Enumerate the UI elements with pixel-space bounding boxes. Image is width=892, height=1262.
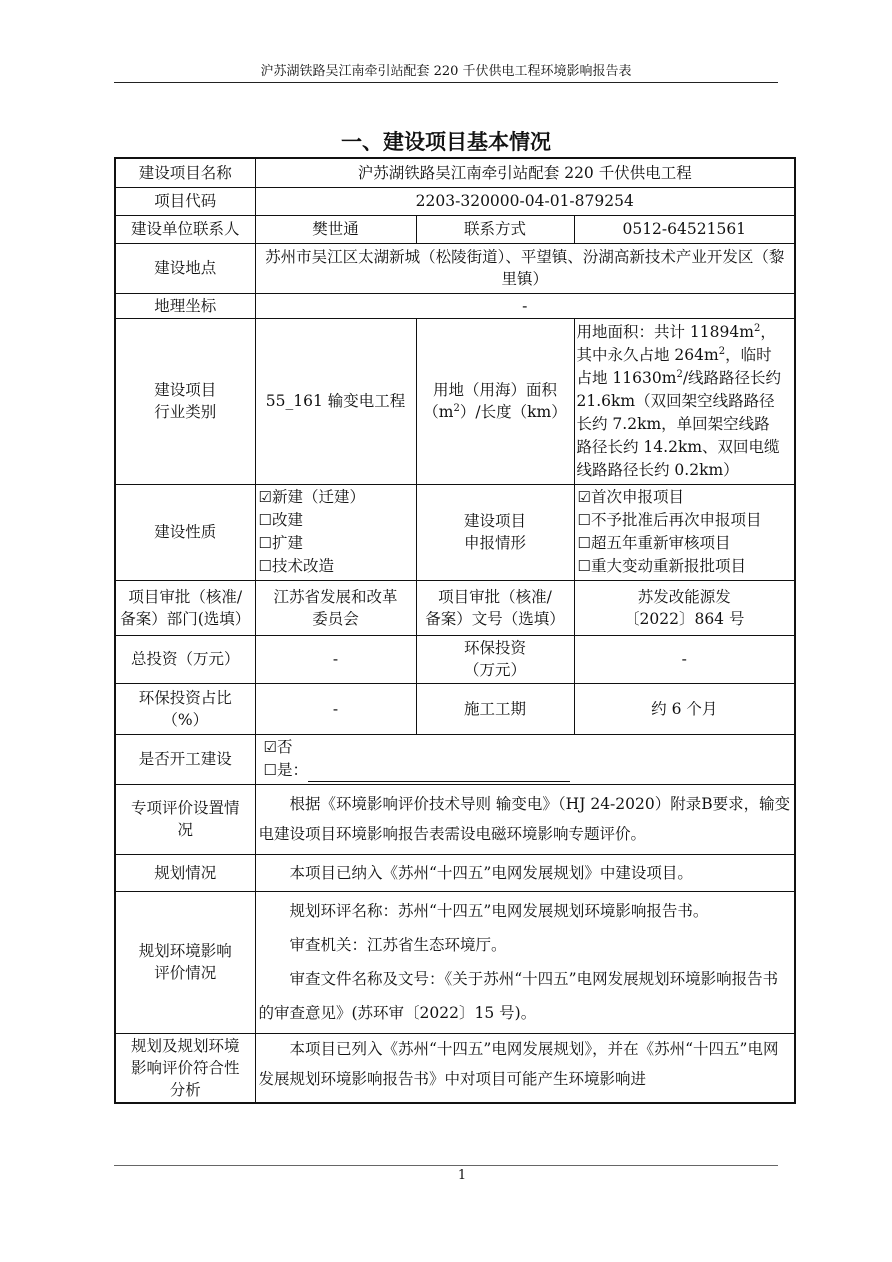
- unchecked-box-icon: ☐: [258, 534, 272, 552]
- area-line-4: 21.6km（双回架空线路路径: [576, 391, 775, 410]
- special-text: 根据《环境影响评价技术导则 输变电》（HJ 24-2020）附录B要求，输变电建设项目环境影响报告表需设电磁环境影响专题评价。: [255, 784, 795, 854]
- coords-label: 地理坐标: [115, 293, 255, 318]
- planning-env-p2: 审查机关：江苏省生态环境厅。: [289, 936, 507, 954]
- area-line-5: 长约 7.2km，单回架空线路: [576, 414, 770, 433]
- industry-label-line2: 行业类别: [154, 403, 217, 421]
- declare-option-review: ☐超五年重新审核项目: [578, 532, 792, 555]
- unchecked-box-icon: ☐: [577, 511, 591, 529]
- compliance-label: 规划及规划环境 影响评价符合性 分析: [115, 1033, 255, 1103]
- nature-option-new: ☑新建（迁建）: [259, 486, 413, 509]
- env-investment-value: -: [574, 635, 795, 683]
- area-label-line1: 用地（用海）面积: [432, 381, 557, 399]
- row-project-name: [115, 158, 795, 187]
- started-option-yes: ☐是：: [264, 759, 792, 782]
- approval-doc-number: 苏发改能源发 〔2022〕864 号: [574, 580, 795, 635]
- ratio-value: -: [255, 683, 416, 734]
- investment-value: -: [255, 635, 416, 683]
- row-industry: [115, 318, 795, 484]
- location-value: 苏州市吴江区太湖新城（松陵街道）、平望镇、汾湖高新技术产业开发区（黎里镇）: [255, 243, 795, 293]
- area-line-6: 路径长约 14.2km、双回电缆: [576, 437, 780, 456]
- nature-option-rebuild: ☐改建: [259, 509, 413, 532]
- unchecked-box-icon: ☐: [577, 557, 591, 575]
- planning-label: 规划情况: [115, 854, 255, 891]
- declare-options: [574, 484, 795, 580]
- project-info-table: [114, 157, 796, 1104]
- started-option-no: ☑否: [264, 736, 792, 759]
- started-options: [255, 734, 795, 784]
- project-name-value: 沪苏湖铁路吴江南牵引站配套 220 千伏供电工程: [255, 158, 795, 187]
- area-line-3: 占地 $11630m^2/$线路路径长约: [576, 368, 782, 387]
- checked-box-icon: ☑: [258, 488, 272, 506]
- industry-label: [115, 318, 255, 484]
- coords-value: -: [255, 293, 795, 318]
- yes-blank-line: [308, 765, 570, 782]
- contact-method-label: 联系方式: [416, 215, 574, 243]
- location-label: 建设地点: [115, 243, 255, 293]
- page-number: 1: [457, 1168, 467, 1183]
- section-title: 一、建设项目基本情况: [341, 130, 551, 154]
- approval-dept: 江苏省发展和改革 委员会: [255, 580, 416, 635]
- row-started: [115, 734, 795, 784]
- row-project-code: [115, 187, 795, 215]
- page-header: 沪苏湖铁路吴江南牵引站配套 220 千伏供电工程环境影响报告表: [260, 64, 632, 79]
- project-name-label: 建设项目名称: [115, 158, 255, 187]
- declare-label: 建设项目 申报情形: [416, 484, 574, 580]
- ratio-label: 环保投资占比 （%）: [115, 683, 255, 734]
- compliance-text: 本项目已列入《苏州“十四五”电网发展规划》，并在《苏州“十四五”电网发展规划环境影响报告书》中对项目可能产生环境影响进: [255, 1033, 795, 1103]
- started-label: 是否开工建设: [115, 734, 255, 784]
- nature-option-upgrade: ☐技术改造: [259, 555, 413, 578]
- approval-label: 项目审批（核准/ 备案）部门(选填）: [115, 580, 255, 635]
- row-investment: [115, 635, 795, 683]
- nature-option-expand: ☐扩建: [259, 532, 413, 555]
- period-label: 施工工期: [416, 683, 574, 734]
- unchecked-box-icon: ☐: [258, 557, 272, 575]
- nature-options: [255, 484, 416, 580]
- row-location: [115, 243, 795, 293]
- row-special: [115, 784, 795, 854]
- footer-rule: [114, 1165, 778, 1166]
- unchecked-box-icon: ☐: [263, 761, 277, 779]
- area-line-1: 用地面积：共计 $11894m^2$，: [576, 322, 776, 341]
- area-label: [416, 318, 574, 484]
- industry-value: 55_161 输变电工程: [255, 318, 416, 484]
- area-label-line2: $(m^2)/$长度（km）: [423, 402, 567, 421]
- checked-box-icon: ☑: [263, 738, 277, 756]
- row-compliance: [115, 1033, 795, 1103]
- area-value: [574, 318, 795, 484]
- declare-option-first: ☑首次申报项目: [578, 486, 792, 509]
- approval-doc-label: 项目审批（核准/ 备案）文号（选填）: [416, 580, 574, 635]
- row-nature: [115, 484, 795, 580]
- project-code-value: 2203-320000-04-01-879254: [255, 187, 795, 215]
- contact-name: 樊世通: [255, 215, 416, 243]
- special-label: 专项评价设置情 况: [115, 784, 255, 854]
- row-coords: [115, 293, 795, 318]
- declare-option-resubmit: ☐不予批准后再次申报项目: [578, 509, 792, 532]
- planning-env-label: 规划环境影响 评价情况: [115, 891, 255, 1033]
- project-code-label: 项目代码: [115, 187, 255, 215]
- row-ratio: [115, 683, 795, 734]
- contact-phone: 0512-64521561: [574, 215, 795, 243]
- period-value: 约 6 个月: [574, 683, 795, 734]
- planning-env-p1: 规划环评名称：苏州“十四五”电网发展规划环境影响报告书。: [289, 902, 709, 920]
- planning-env-text: [255, 891, 795, 1033]
- nature-label: 建设性质: [115, 484, 255, 580]
- checked-box-icon: ☑: [577, 488, 591, 506]
- area-line-7: 线路路径长约 0.2km）: [576, 460, 739, 479]
- row-approval: [115, 580, 795, 635]
- row-planning: [115, 854, 795, 891]
- unchecked-box-icon: ☐: [258, 511, 272, 529]
- env-investment-label: 环保投资 （万元）: [416, 635, 574, 683]
- unchecked-box-icon: ☐: [577, 534, 591, 552]
- investment-label: 总投资（万元）: [115, 635, 255, 683]
- contact-label: 建设单位联系人: [115, 215, 255, 243]
- planning-env-p3: 审查文件名称及文号：《关于苏州“十四五”电网发展规划环境影响报告书的审查意见》(苏环审〔2022〕15 号)。: [258, 970, 779, 1022]
- row-contact: [115, 215, 795, 243]
- header-rule: [114, 82, 778, 83]
- industry-label-line1: 建设项目: [154, 381, 217, 399]
- area-line-2: 其中永久占地 $264m^2$，临时: [576, 345, 772, 364]
- declare-option-major-change: ☐重大变动重新报批项目: [578, 555, 792, 578]
- row-planning-env: [115, 891, 795, 1033]
- planning-text: 本项目已纳入《苏州“十四五”电网发展规划》中建设项目。: [255, 854, 795, 891]
